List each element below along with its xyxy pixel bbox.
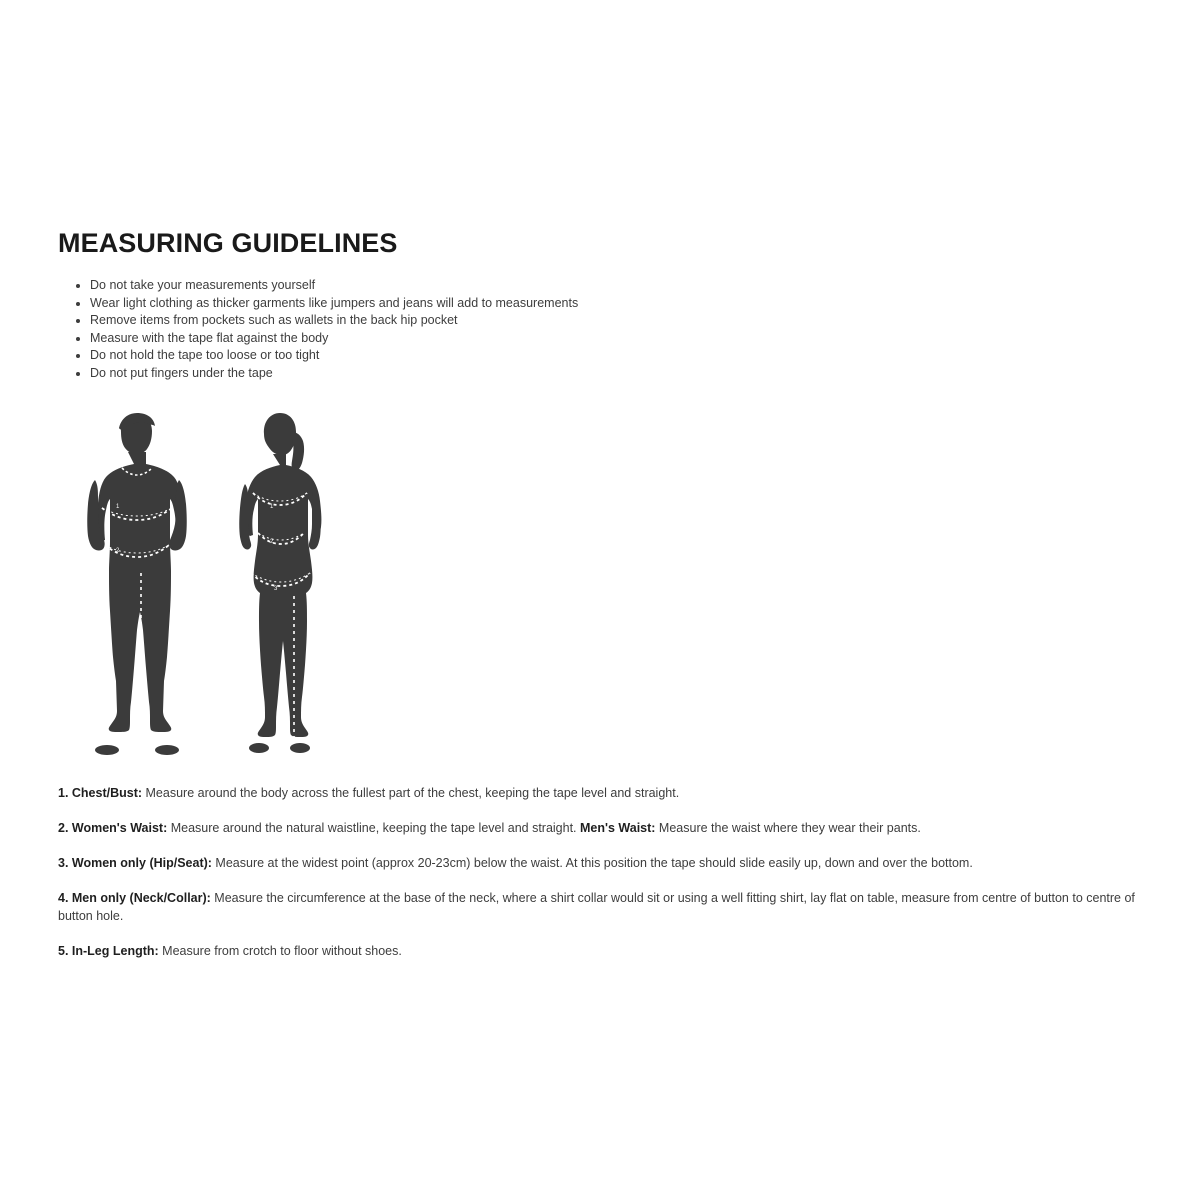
note-neck-collar	[58, 889, 1148, 925]
guidelines-list	[58, 277, 1148, 382]
body-figures-svg	[58, 410, 398, 770]
note-label: 2. Women's Waist:	[58, 820, 168, 835]
note-hip-seat	[58, 854, 1148, 872]
note-label-secondary: Men's Waist:	[580, 820, 656, 835]
measurement-diagram	[58, 410, 458, 770]
note-text: Measure around the body across the fullest part of the chest, keeping the tape level and straight.	[142, 785, 680, 800]
note-label: 3. Women only (Hip/Seat):	[58, 855, 212, 870]
marker-2: 2	[116, 547, 120, 554]
list-item: • Remove items from pockets such as wallets in the back hip pocket	[90, 312, 1148, 329]
note-chest-bust	[58, 784, 1148, 802]
page-title: MEASURING GUIDELINES	[58, 228, 398, 258]
note-label: 1. Chest/Bust:	[58, 785, 143, 800]
list-item: • Measure with the tape flat against the body	[90, 330, 1148, 347]
note-label: 4. Men only (Neck/Collar):	[58, 890, 211, 905]
note-text: Measure at the widest point (approx 20-23cm) below the waist. At this position the tape should slide easily up, down and over the bottom.	[211, 855, 973, 870]
male-figure	[87, 413, 187, 755]
notes-section	[58, 784, 1148, 960]
note-in-leg-length	[58, 942, 1148, 960]
marker-5: 5	[286, 715, 290, 722]
marker-3: 3	[274, 585, 278, 592]
content-area	[58, 228, 1148, 977]
list-item: • Do not put fingers under the tape	[90, 365, 1148, 382]
list-item: • Wear light clothing as thicker garments like jumpers and jeans will add to measurements	[90, 295, 1148, 312]
note-text: Measure the circumference at the base of the neck, where a shirt collar would sit or using a well fitting shirt, lay flat on table, measure from centre of button to centre of button hole.	[58, 890, 1135, 923]
note-label: 5. In-Leg Length:	[58, 943, 159, 958]
note-waist	[58, 819, 1148, 837]
list-item: • Do not hold the tape too loose or too tight	[90, 347, 1148, 364]
marker-4: 4	[118, 462, 122, 469]
note-text-secondary: Measure the waist where they wear their pants.	[655, 820, 921, 835]
female-figure	[239, 413, 321, 753]
marker-5: 5	[142, 715, 146, 722]
list-item: • Do not take your measurements yourself	[90, 277, 1148, 294]
marker-2: 2	[270, 538, 274, 545]
marker-1: 1	[116, 503, 120, 510]
note-text: Measure from crotch to floor without shoes.	[158, 943, 402, 958]
marker-1: 1	[270, 503, 274, 510]
note-text: Measure around the natural waistline, keeping the tape level and straight.	[167, 820, 581, 835]
